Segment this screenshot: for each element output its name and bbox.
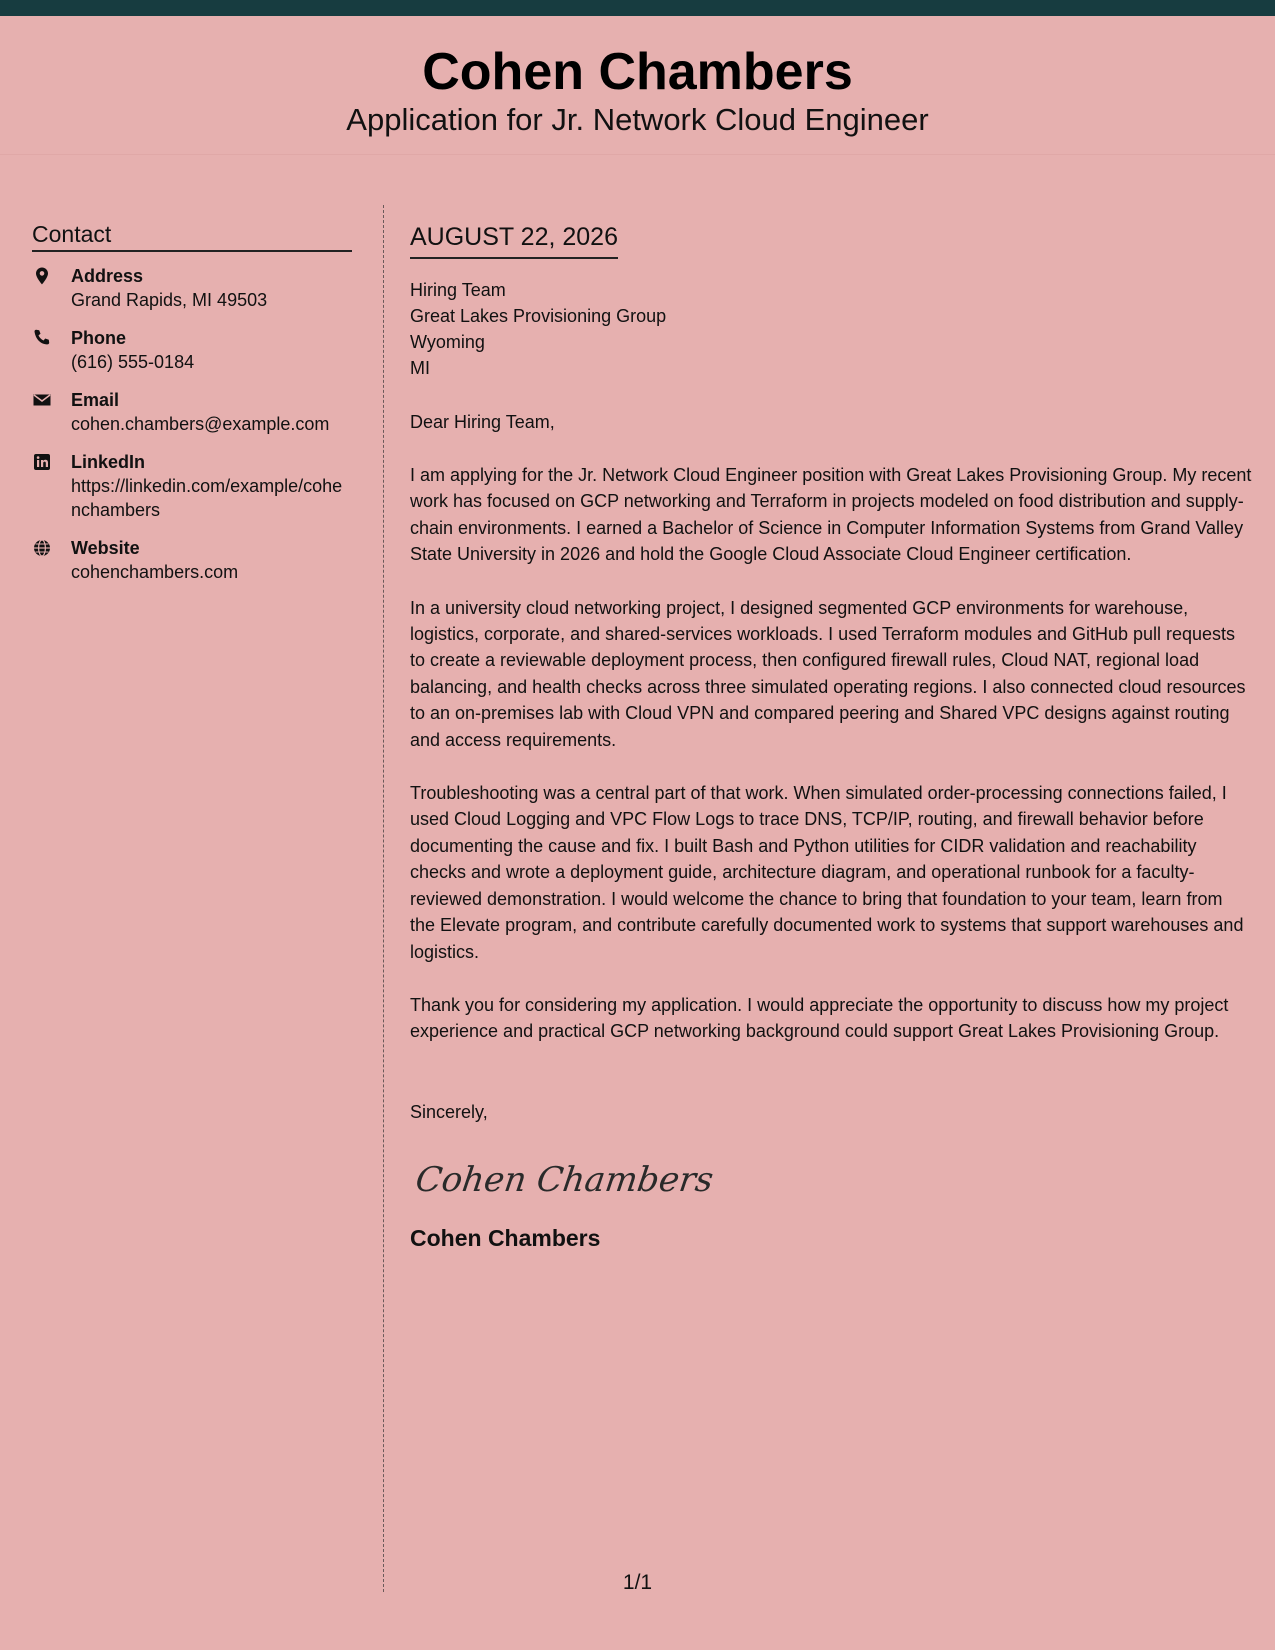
- recipient-line: Great Lakes Provisioning Group: [410, 306, 667, 326]
- letter-body: [410, 220, 1252, 1253]
- column-divider: [383, 205, 384, 1592]
- website-value[interactable]: cohenchambers.com: [71, 562, 239, 582]
- recipient-line: Wyoming: [410, 332, 485, 352]
- recipient-line: Hiring Team: [410, 280, 506, 300]
- map-pin-icon: [32, 266, 52, 286]
- linkedin-label: LinkedIn: [71, 452, 146, 472]
- recipient-block: [410, 277, 1252, 381]
- contact-website: [32, 536, 352, 584]
- phone-label: Phone: [71, 328, 127, 348]
- applicant-name: Cohen Chambers: [422, 43, 853, 101]
- body-paragraph: Troubleshooting was a central part of that work. When simulated order-processing connections failed, I used Cloud Logging and VPC Flow Logs to trace DNS, TCP/IP, routing, and firewall behavior before documenting the cause and fix. I built Bash and Python utilities for CIDR validation and reachability checks and wrote a deployment guide, architecture diagram, and operational runbook for a faculty-reviewed demonstration. I would welcome the chance to bring that foundation to your team, learn from the Elevate program, and contribute carefully documented work to systems that support warehouses and logistics.: [410, 783, 1244, 962]
- linkedin-icon: [32, 452, 52, 472]
- signed-name: Cohen Chambers: [410, 1224, 601, 1251]
- contact-linkedin: [32, 450, 352, 522]
- letter-date: AUGUST 22, 2026: [410, 220, 618, 259]
- contact-address: [32, 264, 352, 312]
- email-value[interactable]: cohen.chambers@example.com: [71, 414, 330, 434]
- address-label: Address: [71, 266, 144, 286]
- website-label: Website: [71, 538, 140, 558]
- salutation: Dear Hiring Team,: [410, 412, 555, 432]
- body-paragraph: Thank you for considering my application. I would appreciate the opportunity to discuss how my project experience and practical GCP networking background could support Great Lakes Provisioning Group.: [410, 994, 1229, 1042]
- contact-email: [32, 388, 352, 436]
- body-paragraph: I am applying for the Jr. Network Cloud Engineer position with Great Lakes Provisioning Group. My recent work has focused on GCP networking and Terraform in projects modeled on food distribution and supply-chain environments. I earned a Bachelor of Science in Computer Information Systems from Grand Valley State University in 2026 and hold the Google Cloud Associate Cloud Engineer certification.: [410, 465, 1252, 565]
- envelope-icon: [32, 390, 52, 410]
- contact-heading: Contact: [32, 220, 352, 252]
- page-number: 1/1: [622, 1571, 653, 1594]
- top-accent-bar: [0, 0, 1275, 16]
- page-header: [0, 16, 1275, 155]
- signature-text: Cohen Chambers: [413, 1159, 716, 1200]
- body-paragraph: In a university cloud networking project, I designed segmented GCP environments for warehouse, logistics, corporate, and shared-services workloads. I used Terraform modules and GitHub pull requests to create a reviewable deployment process, then configured firewall rules, Cloud NAT, regional load balancing, and health checks across three simulated operating regions. I also connected cloud resources to an on-premises lab with Cloud VPN and compared peering and Shared VPC designs against routing and access requirements.: [410, 597, 1246, 750]
- handwritten-signature: [413, 1151, 1252, 1207]
- contact-phone: [32, 326, 352, 374]
- closing: Sincerely,: [410, 1101, 488, 1122]
- linkedin-value[interactable]: https://linkedin.com/example/cohenchambers: [71, 476, 343, 520]
- contact-sidebar: [32, 220, 352, 598]
- recipient-line: MI: [410, 358, 430, 378]
- address-value: Grand Rapids, MI 49503: [71, 290, 268, 310]
- email-label: Email: [71, 390, 120, 410]
- phone-value: (616) 555-0184: [71, 352, 195, 372]
- application-subtitle: Application for Jr. Network Cloud Engineer: [346, 102, 929, 137]
- phone-icon: [32, 328, 52, 348]
- globe-icon: [32, 538, 52, 558]
